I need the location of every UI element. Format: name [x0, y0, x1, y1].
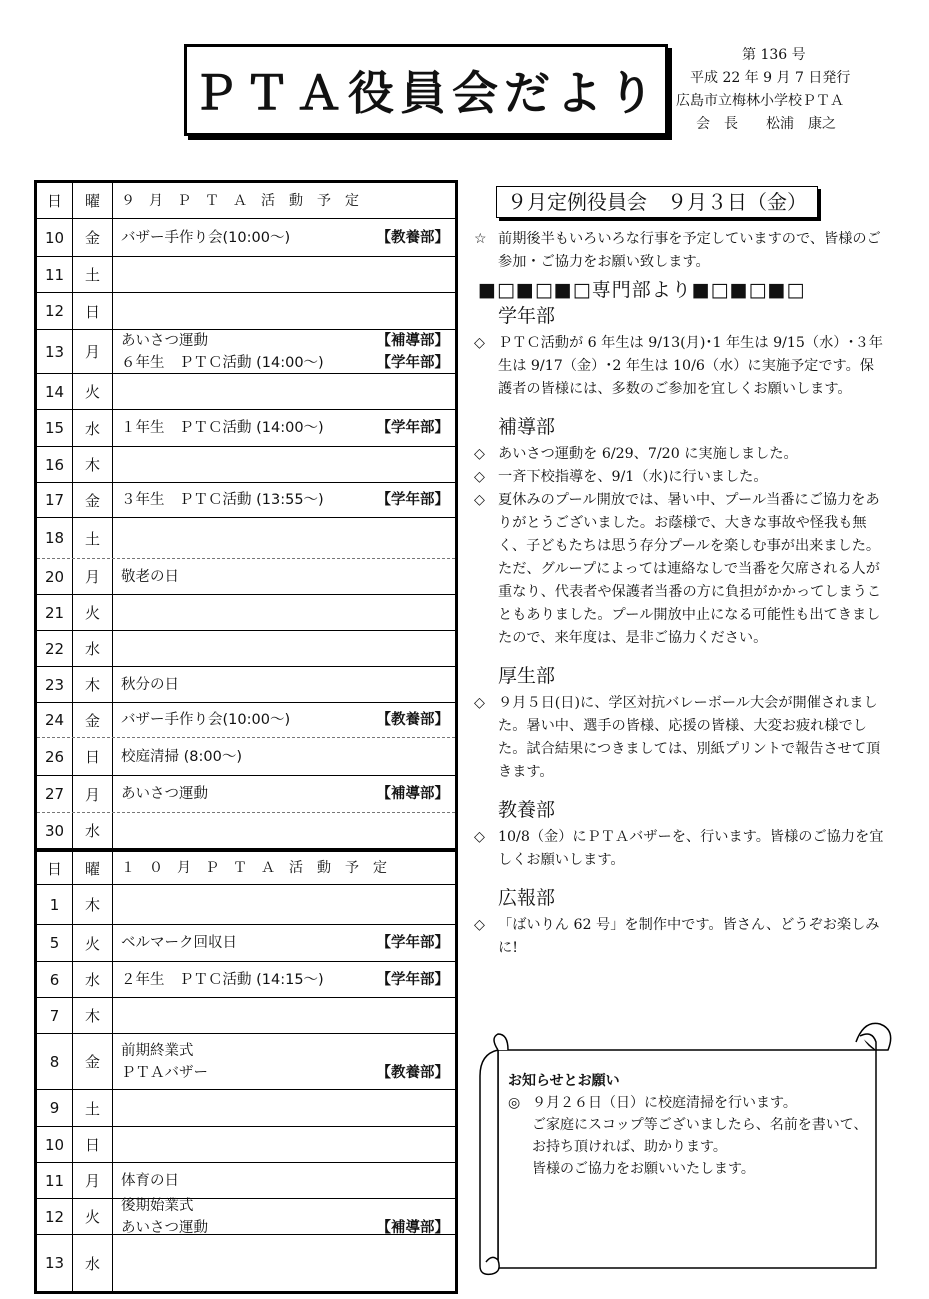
row-weekday: 火	[73, 595, 113, 630]
row-day: 18	[37, 518, 73, 558]
row-day: 22	[37, 631, 73, 666]
row-day: 26	[37, 738, 73, 775]
event-line	[121, 932, 449, 954]
calendar-row	[37, 813, 455, 849]
row-events	[113, 885, 455, 924]
department-item	[474, 466, 884, 489]
calendar-row	[37, 1235, 455, 1291]
row-events	[113, 374, 455, 409]
department-item-text: 夏休みのプール開放では、暑い中、プール当番にご協力をありがとうございました。お蔭様で、大きな事故や怪我も無く、子どもたちは思う存分プールを楽しむ事が出来ました。ただ、グループによっては連絡なしで当番を欠席される人が重なり、代表者や保護者当番の方に負担がかかってしまうこともありました。プール開放中止になる可能性も出てきましたので、来年度は、是非ご協力ください。	[498, 492, 882, 646]
notice-body	[508, 1070, 878, 1180]
row-weekday: 月	[73, 776, 113, 812]
row-day: 24	[37, 703, 73, 737]
issue-info	[676, 44, 880, 136]
newsletter-title: ＰＴＡ役員会だより	[184, 44, 668, 136]
calendar-row	[37, 293, 455, 330]
row-day: 10	[37, 1127, 73, 1162]
calendar-row	[37, 518, 455, 559]
row-events	[113, 813, 455, 848]
event-line	[121, 969, 449, 991]
row-weekday: 水	[73, 410, 113, 446]
activity-calendar	[34, 180, 458, 1294]
calendar-row	[37, 1127, 455, 1163]
row-weekday: 金	[73, 703, 113, 737]
department-heading: 厚生部	[498, 665, 556, 687]
calendar-row	[37, 667, 455, 703]
event-dept: 【補導部】	[376, 1219, 449, 1236]
event-text: 秋分の日	[121, 676, 179, 693]
department-item	[474, 692, 884, 784]
calendar-row	[37, 738, 455, 776]
row-day: 11	[37, 257, 73, 292]
department-heading: 教養部	[498, 799, 556, 821]
notice-line: ９月２６日（日）に校庭清掃を行います。	[532, 1095, 797, 1111]
row-events	[113, 962, 455, 997]
calendar-row	[37, 447, 455, 483]
department-item-text: 10/8（金）にＰＴＡバザーを、行います。皆様のご協力を宜しくお願いします。	[498, 829, 884, 868]
calendar-row	[37, 998, 455, 1034]
row-weekday: 土	[73, 518, 113, 558]
calendar-row	[37, 219, 455, 257]
issue-school: 広島市立梅林小学校ＰＴＡ	[676, 93, 844, 109]
diamond-icon: ◇	[474, 469, 485, 485]
calendar-row	[37, 631, 455, 667]
row-day: 10	[37, 219, 73, 256]
event-dept: 【補導部】	[376, 332, 449, 349]
department-heading: 広報部	[498, 887, 556, 909]
star-icon: ☆	[474, 231, 487, 247]
row-weekday: 金	[73, 483, 113, 517]
event-text: あいさつ運動	[121, 1219, 208, 1236]
intro-item	[474, 228, 884, 274]
event-text: １年生 ＰＴＣ活動 (14:00～)	[121, 420, 324, 436]
event-line	[121, 566, 449, 588]
event-text: あいさつ運動	[121, 332, 208, 349]
event-dept: 【学年部】	[376, 420, 449, 436]
calendar-row	[37, 257, 455, 293]
event-line	[121, 674, 449, 696]
header-weekday: 曜	[73, 852, 113, 884]
department-item-text: 一斉下校指導を、9/1（水)に行いました。	[498, 469, 768, 485]
header-title: ９ 月 Ｐ Ｔ Ａ 活 動 予 定	[121, 192, 359, 209]
row-weekday: 日	[73, 293, 113, 329]
event-text: 体育の日	[121, 1172, 179, 1189]
header-weekday: 曜	[73, 183, 113, 218]
row-weekday: 月	[73, 1163, 113, 1198]
department-item-text: あいさつ運動を 6/29、7/20 に実施しました。	[498, 446, 798, 462]
header-day: 日	[37, 183, 73, 218]
row-day: 17	[37, 483, 73, 517]
event-dept: 【教養部】	[376, 1064, 449, 1081]
notice-title: お知らせとお願い	[508, 1073, 620, 1089]
event-text: 前期終業式	[121, 1042, 194, 1059]
calendar-header	[37, 183, 455, 219]
row-weekday: 土	[73, 1090, 113, 1126]
row-weekday: 土	[73, 257, 113, 292]
row-events	[113, 667, 455, 702]
notice-item	[508, 1092, 878, 1180]
row-day: 23	[37, 667, 73, 702]
row-events	[113, 925, 455, 961]
row-events	[113, 1235, 455, 1291]
event-line	[121, 746, 449, 768]
department-heading: 学年部	[498, 305, 556, 327]
row-weekday: 水	[73, 631, 113, 666]
event-dept: 【学年部】	[376, 492, 449, 508]
notice-lines	[532, 1092, 878, 1180]
diamond-icon: ◇	[474, 917, 485, 933]
row-events	[113, 1090, 455, 1126]
double-circle-icon: ◎	[508, 1095, 521, 1111]
department-item	[474, 826, 884, 872]
department-item	[474, 443, 884, 466]
event-line	[121, 709, 449, 731]
row-day: 5	[37, 925, 73, 961]
row-weekday: 火	[73, 1199, 113, 1234]
row-day: 8	[37, 1034, 73, 1089]
calendar-row	[37, 776, 455, 813]
row-day: 12	[37, 1199, 73, 1234]
calendar-row	[37, 374, 455, 410]
row-events	[113, 998, 455, 1033]
issue-date: 平成 22 年 9 月 7 日発行	[690, 70, 851, 86]
row-weekday: 日	[73, 738, 113, 775]
meeting-title: ９月定例役員会 ９月３日（金）	[496, 186, 818, 218]
event-line	[121, 1195, 449, 1217]
intro-text: 前期後半もいろいろな行事を予定していますので、皆様のご参加・ご協力をお願い致します。	[498, 231, 881, 270]
department-item-text: ＰＴＣ活動が 6 年生は 9/13(月)･1 年生は 9/15（水）･３年生は 9/17（金）･2 年生は 10/6（水）に実施予定です。保護者の皆様には、多数のご参加を宜しくお願いします。	[498, 335, 883, 397]
row-weekday: 木	[73, 998, 113, 1033]
event-dept: 【教養部】	[376, 229, 449, 246]
calendar-row	[37, 1199, 455, 1235]
event-text: 校庭清掃 (8:00～)	[121, 748, 242, 765]
row-events	[113, 483, 455, 517]
event-line	[121, 352, 449, 374]
row-events	[113, 1199, 455, 1234]
calendar-row	[37, 410, 455, 447]
row-day: 1	[37, 885, 73, 924]
calendar-row	[37, 330, 455, 374]
row-weekday: 水	[73, 813, 113, 848]
department-item-text: 「ばいりん 62 号」を制作中です。皆さん、どうぞお楽しみに!	[498, 917, 880, 956]
calendar-row	[37, 483, 455, 518]
department-list	[474, 302, 884, 960]
row-events	[113, 738, 455, 775]
event-line	[121, 489, 449, 511]
event-dept: 【学年部】	[376, 354, 449, 371]
row-day: 11	[37, 1163, 73, 1198]
notice-line: ご家庭にスコップ等ございましたら、名前を書いて、お持ち頂ければ、助かります。	[532, 1117, 868, 1155]
diamond-icon: ◇	[474, 829, 485, 845]
department-item	[474, 489, 884, 650]
row-events	[113, 293, 455, 329]
row-day: 12	[37, 293, 73, 329]
row-events	[113, 447, 455, 482]
issue-president: 会 長 松浦 康之	[696, 116, 836, 132]
event-line	[121, 227, 449, 249]
calendar-header	[37, 849, 455, 885]
department-item	[474, 332, 884, 401]
row-weekday: 火	[73, 374, 113, 409]
header-title-cell	[113, 183, 455, 218]
department-item	[474, 914, 884, 960]
event-line	[121, 330, 449, 352]
row-day: 30	[37, 813, 73, 848]
event-text: ２年生 ＰＴＣ活動 (14:15～)	[121, 971, 324, 988]
row-weekday: 金	[73, 1034, 113, 1089]
diamond-icon: ◇	[474, 335, 485, 351]
row-day: 13	[37, 1235, 73, 1291]
row-events	[113, 219, 455, 256]
diamond-icon: ◇	[474, 446, 485, 462]
calendar-row	[37, 1034, 455, 1090]
event-line	[121, 1040, 449, 1062]
event-dept: 【教養部】	[376, 712, 449, 728]
header-day: 日	[37, 852, 73, 884]
row-weekday: 日	[73, 1127, 113, 1162]
department-item-text: ９月５日(日)に、学区対抗バレーボール大会が開催されました。暑い中、選手の皆様、応援の皆様、大変お疲れ様でした。試合結果につきましては、別紙プリントで報告させて頂きます。	[498, 695, 881, 780]
row-day: 15	[37, 410, 73, 446]
row-events	[113, 410, 455, 446]
calendar-row	[37, 962, 455, 998]
row-events	[113, 1034, 455, 1089]
event-line	[121, 1062, 449, 1084]
row-day: 7	[37, 998, 73, 1033]
department-heading: 補導部	[498, 416, 556, 438]
event-text: ＰＴＡバザー	[121, 1064, 208, 1081]
row-day: 9	[37, 1090, 73, 1126]
row-weekday: 木	[73, 885, 113, 924]
event-text: ６年生 ＰＴＣ活動 (14:00～)	[121, 354, 324, 371]
row-weekday: 月	[73, 559, 113, 594]
diamond-icon: ◇	[474, 492, 485, 508]
row-events	[113, 330, 455, 373]
row-events	[113, 1127, 455, 1162]
header-title: １ ０ 月 Ｐ Ｔ Ａ 活 動 予 定	[121, 860, 387, 876]
row-events	[113, 631, 455, 666]
row-events	[113, 518, 455, 558]
event-line	[121, 417, 449, 439]
event-text: あいさつ運動	[121, 786, 208, 802]
row-events	[113, 257, 455, 292]
event-dept: 【学年部】	[376, 971, 449, 988]
event-dept: 【補導部】	[376, 786, 449, 802]
right-column	[474, 186, 884, 960]
row-day: 6	[37, 962, 73, 997]
row-day: 21	[37, 595, 73, 630]
row-day: 20	[37, 559, 73, 594]
row-events	[113, 776, 455, 812]
event-dept: 【学年部】	[376, 935, 449, 951]
issue-number: 第 136 号	[742, 47, 806, 63]
row-weekday: 水	[73, 1235, 113, 1291]
event-text: バザー手作り会(10:00～)	[121, 712, 291, 728]
calendar-row	[37, 703, 455, 738]
row-weekday: 火	[73, 925, 113, 961]
row-events	[113, 703, 455, 737]
event-text: バザー手作り会(10:00～)	[121, 229, 291, 246]
row-day: 13	[37, 330, 73, 373]
event-line	[121, 1170, 449, 1192]
row-weekday: 木	[73, 447, 113, 482]
header-title-cell	[113, 852, 455, 884]
calendar-row	[37, 595, 455, 631]
row-weekday: 水	[73, 962, 113, 997]
row-weekday: 木	[73, 667, 113, 702]
event-text: 後期始業式	[121, 1197, 194, 1214]
row-events	[113, 559, 455, 594]
departments-heading: ■□■□■□専門部より■□■□■□	[478, 279, 806, 301]
event-text: ３年生 ＰＴＣ活動 (13:55～)	[121, 492, 324, 508]
row-weekday: 金	[73, 219, 113, 256]
notice-line: 皆様のご協力をお願いいたします。	[532, 1161, 755, 1177]
row-day: 27	[37, 776, 73, 812]
calendar-row	[37, 1090, 455, 1127]
row-day: 14	[37, 374, 73, 409]
event-line	[121, 783, 449, 805]
event-text: ベルマーク回収日	[121, 935, 237, 951]
row-day: 16	[37, 447, 73, 482]
diamond-icon: ◇	[474, 695, 485, 711]
calendar-row	[37, 885, 455, 925]
row-events	[113, 1163, 455, 1198]
row-weekday: 月	[73, 330, 113, 373]
calendar-row	[37, 925, 455, 962]
row-events	[113, 595, 455, 630]
event-text: 敬老の日	[121, 568, 179, 585]
calendar-row	[37, 559, 455, 595]
